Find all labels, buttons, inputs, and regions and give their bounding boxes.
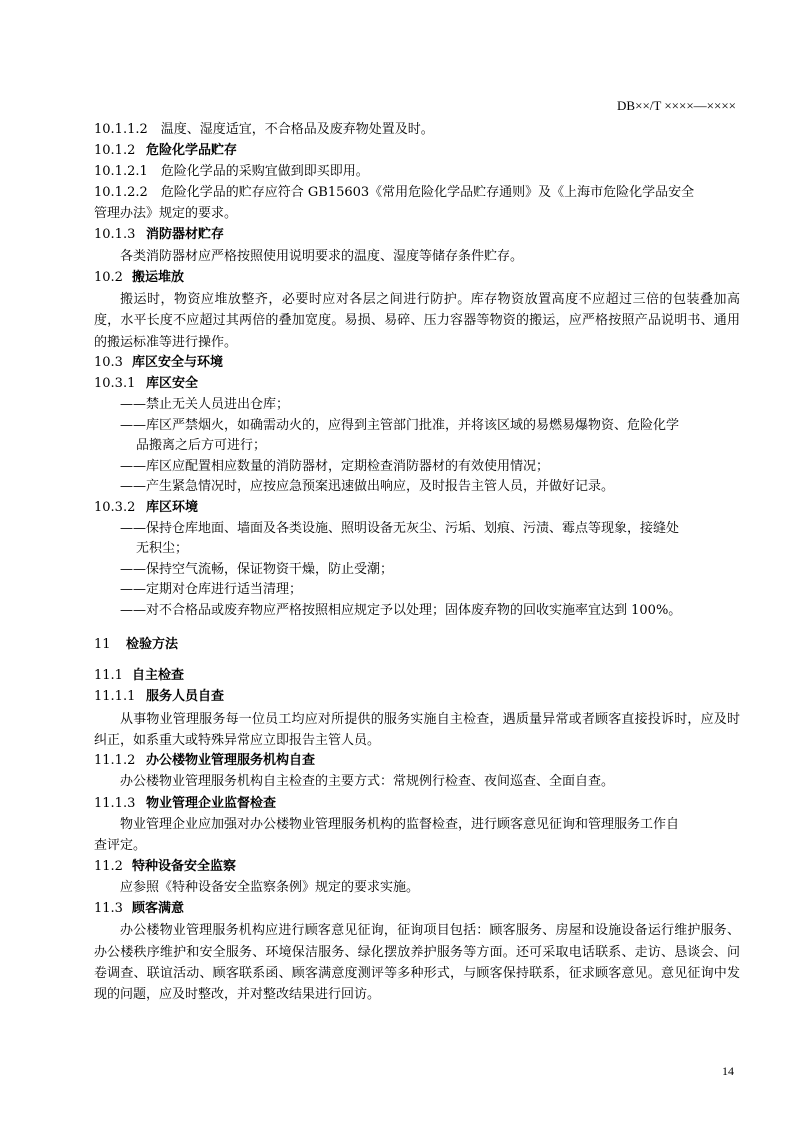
heading-title: 搬运堆放 [132, 269, 185, 285]
heading-number: 11.1 [94, 668, 123, 684]
heading-10-1-3 [94, 225, 740, 245]
list-item: ——对不合格品或废弃物应严格按照相应规定予以处理；固体废弃物的回收实施率宜达到 100%。 [120, 602, 682, 618]
list-item: ——禁止无关人员进出仓库； [120, 397, 290, 413]
list-item: ——产生紧急情况时，应按应急预案迅速做出响应，及时报告主管人员，并做好记录。 [120, 479, 615, 495]
heading-title: 特种设备安全监察 [132, 858, 237, 874]
heading-title: 库区环境 [146, 499, 199, 515]
list-item-continuation: 品搬离之后方可进行； [136, 438, 267, 454]
paragraph-11-1-2: 办公楼物业管理服务机构自主检查的主要方式：常规例行检查、夜间巡查、全面自查。 [120, 774, 615, 790]
heading-title: 消防器材贮存 [146, 227, 225, 243]
heading-title: 物业管理企业监督检查 [146, 795, 277, 811]
section-gap [94, 656, 740, 666]
paragraph-11-1-1: 从事物业管理服务每一位员工均应对所提供的服务实施自主检查，遇质量异常或者顾客直接投诉时，应及时纠正，如系重大或特殊异常应立即报告主管人员。 [94, 711, 740, 748]
list-item-continuation: 无积尘； [136, 541, 189, 557]
section-gap [94, 621, 740, 635]
heading-number: 10.3.2 [94, 499, 136, 515]
document-code-header: DB××/T ××××—×××× [617, 98, 736, 113]
page-body [94, 120, 740, 1006]
page-number: 14 [722, 1064, 734, 1078]
paragraph-11-1-3-line1: 物业管理企业应加强对办公楼物业管理服务机构的监督检查，进行顾客意见征询和管理服务工作自 [120, 816, 680, 832]
heading-number: 11.2 [94, 858, 123, 874]
heading-10-3-2 [94, 498, 740, 518]
heading-number: 11.1.2 [94, 753, 136, 769]
heading-title: 自主检查 [132, 668, 185, 684]
heading-10-3-1 [94, 374, 740, 394]
heading-10-1-2 [94, 141, 740, 161]
list-item: ——保持仓库地面、墙面及各类设施、照明设备无灰尘、污垢、划痕、污渍、霉点等现象，接缝处 [120, 520, 680, 536]
heading-11-1-3 [94, 794, 740, 814]
heading-title: 库区安全 [146, 376, 199, 392]
heading-title: 服务人员自查 [146, 689, 225, 705]
list-item: ——库区严禁烟火，如确需动火的，应得到主管部门批准，并将该区域的易燃易爆物资、危险化学 [120, 417, 680, 433]
heading-title: 顾客满意 [132, 901, 185, 916]
heading-number: 11 [94, 637, 111, 653]
heading-10-3 [94, 353, 740, 373]
heading-11-1-1 [94, 687, 740, 707]
heading-title: 库区安全与环境 [132, 354, 224, 370]
paragraph-11-3: 办公楼物业管理服务机构应进行顾客意见征询，征询项目包括：顾客服务、房屋和设施设备运行维护服务、办公楼秩序维护和安全服务、环境保洁服务、绿化摆放养护服务等方面。还可采取电话联系、走访、恳谈会、问卷调查、联谊活动、顾客联系函、顾客满意度测评等多种形式，与顾客保持联系，征求顾客意见。意见征询中发现的问题，应及时整改，并对整改结果进行回访。 [94, 923, 740, 1003]
paragraph-11-1-3-line2: 查评定。 [94, 837, 147, 853]
list-item: ——保持空气流畅，保证物资干燥，防止受潮； [120, 561, 394, 577]
paragraph-10-2: 搬运时，物资应堆放整齐，必要时应对各层之间进行防护。库存物资放置高度不应超过三倍的包装叠加高度，水平长度不应超过其两倍的叠加宽度。易损、易碎、压力容器等物资的搬运，应严格按照产品说明书、通用的搬运标准等进行操作。 [94, 291, 740, 350]
list-item: ——定期对仓库进行适当清理； [120, 582, 303, 598]
heading-title: 危险化学品贮存 [146, 143, 238, 159]
clause-10-1-2-1: 10.1.2.1 危险化学品的采购宜做到即买即用。 [94, 164, 369, 180]
clause-10-1-1-2: 10.1.1.2 温度、湿度适宜，不合格品及废弃物处置及时。 [94, 122, 434, 137]
heading-10-2 [94, 268, 740, 288]
heading-title: 办公楼物业管理服务机构自查 [146, 753, 316, 769]
clause-10-1-2-2-line2: 管理办法》规定的要求。 [94, 206, 238, 222]
heading-number: 10.3 [94, 354, 123, 370]
heading-11 [94, 635, 740, 655]
heading-11-1-2 [94, 751, 740, 771]
heading-11-3 [94, 899, 740, 919]
clause-10-1-2-2-line1: 10.1.2.2 危险化学品的贮存应符合 GB15603《常用危险化学品贮存通则》及《上海市危险化学品安全 [94, 185, 695, 201]
heading-number: 11.1.3 [94, 795, 136, 811]
heading-number: 10.2 [94, 269, 123, 285]
heading-number: 10.1.3 [94, 227, 136, 243]
paragraph-11-2: 应参照《特种设备安全监察条例》规定的要求实施。 [120, 879, 420, 895]
heading-title: 检验方法 [126, 637, 179, 653]
heading-11-2 [94, 857, 740, 877]
heading-number: 10.3.1 [94, 376, 136, 392]
heading-11-1 [94, 666, 740, 686]
heading-number: 11.3 [94, 901, 123, 916]
heading-number: 11.1.1 [94, 689, 136, 705]
heading-number: 10.1.2 [94, 143, 136, 159]
list-item: ——库区应配置相应数量的消防器材，定期检查消防器材的有效使用情况； [120, 458, 550, 474]
clause-10-1-3-text: 各类消防器材应严格按照使用说明要求的温度、湿度等储存条件贮存。 [120, 248, 524, 264]
